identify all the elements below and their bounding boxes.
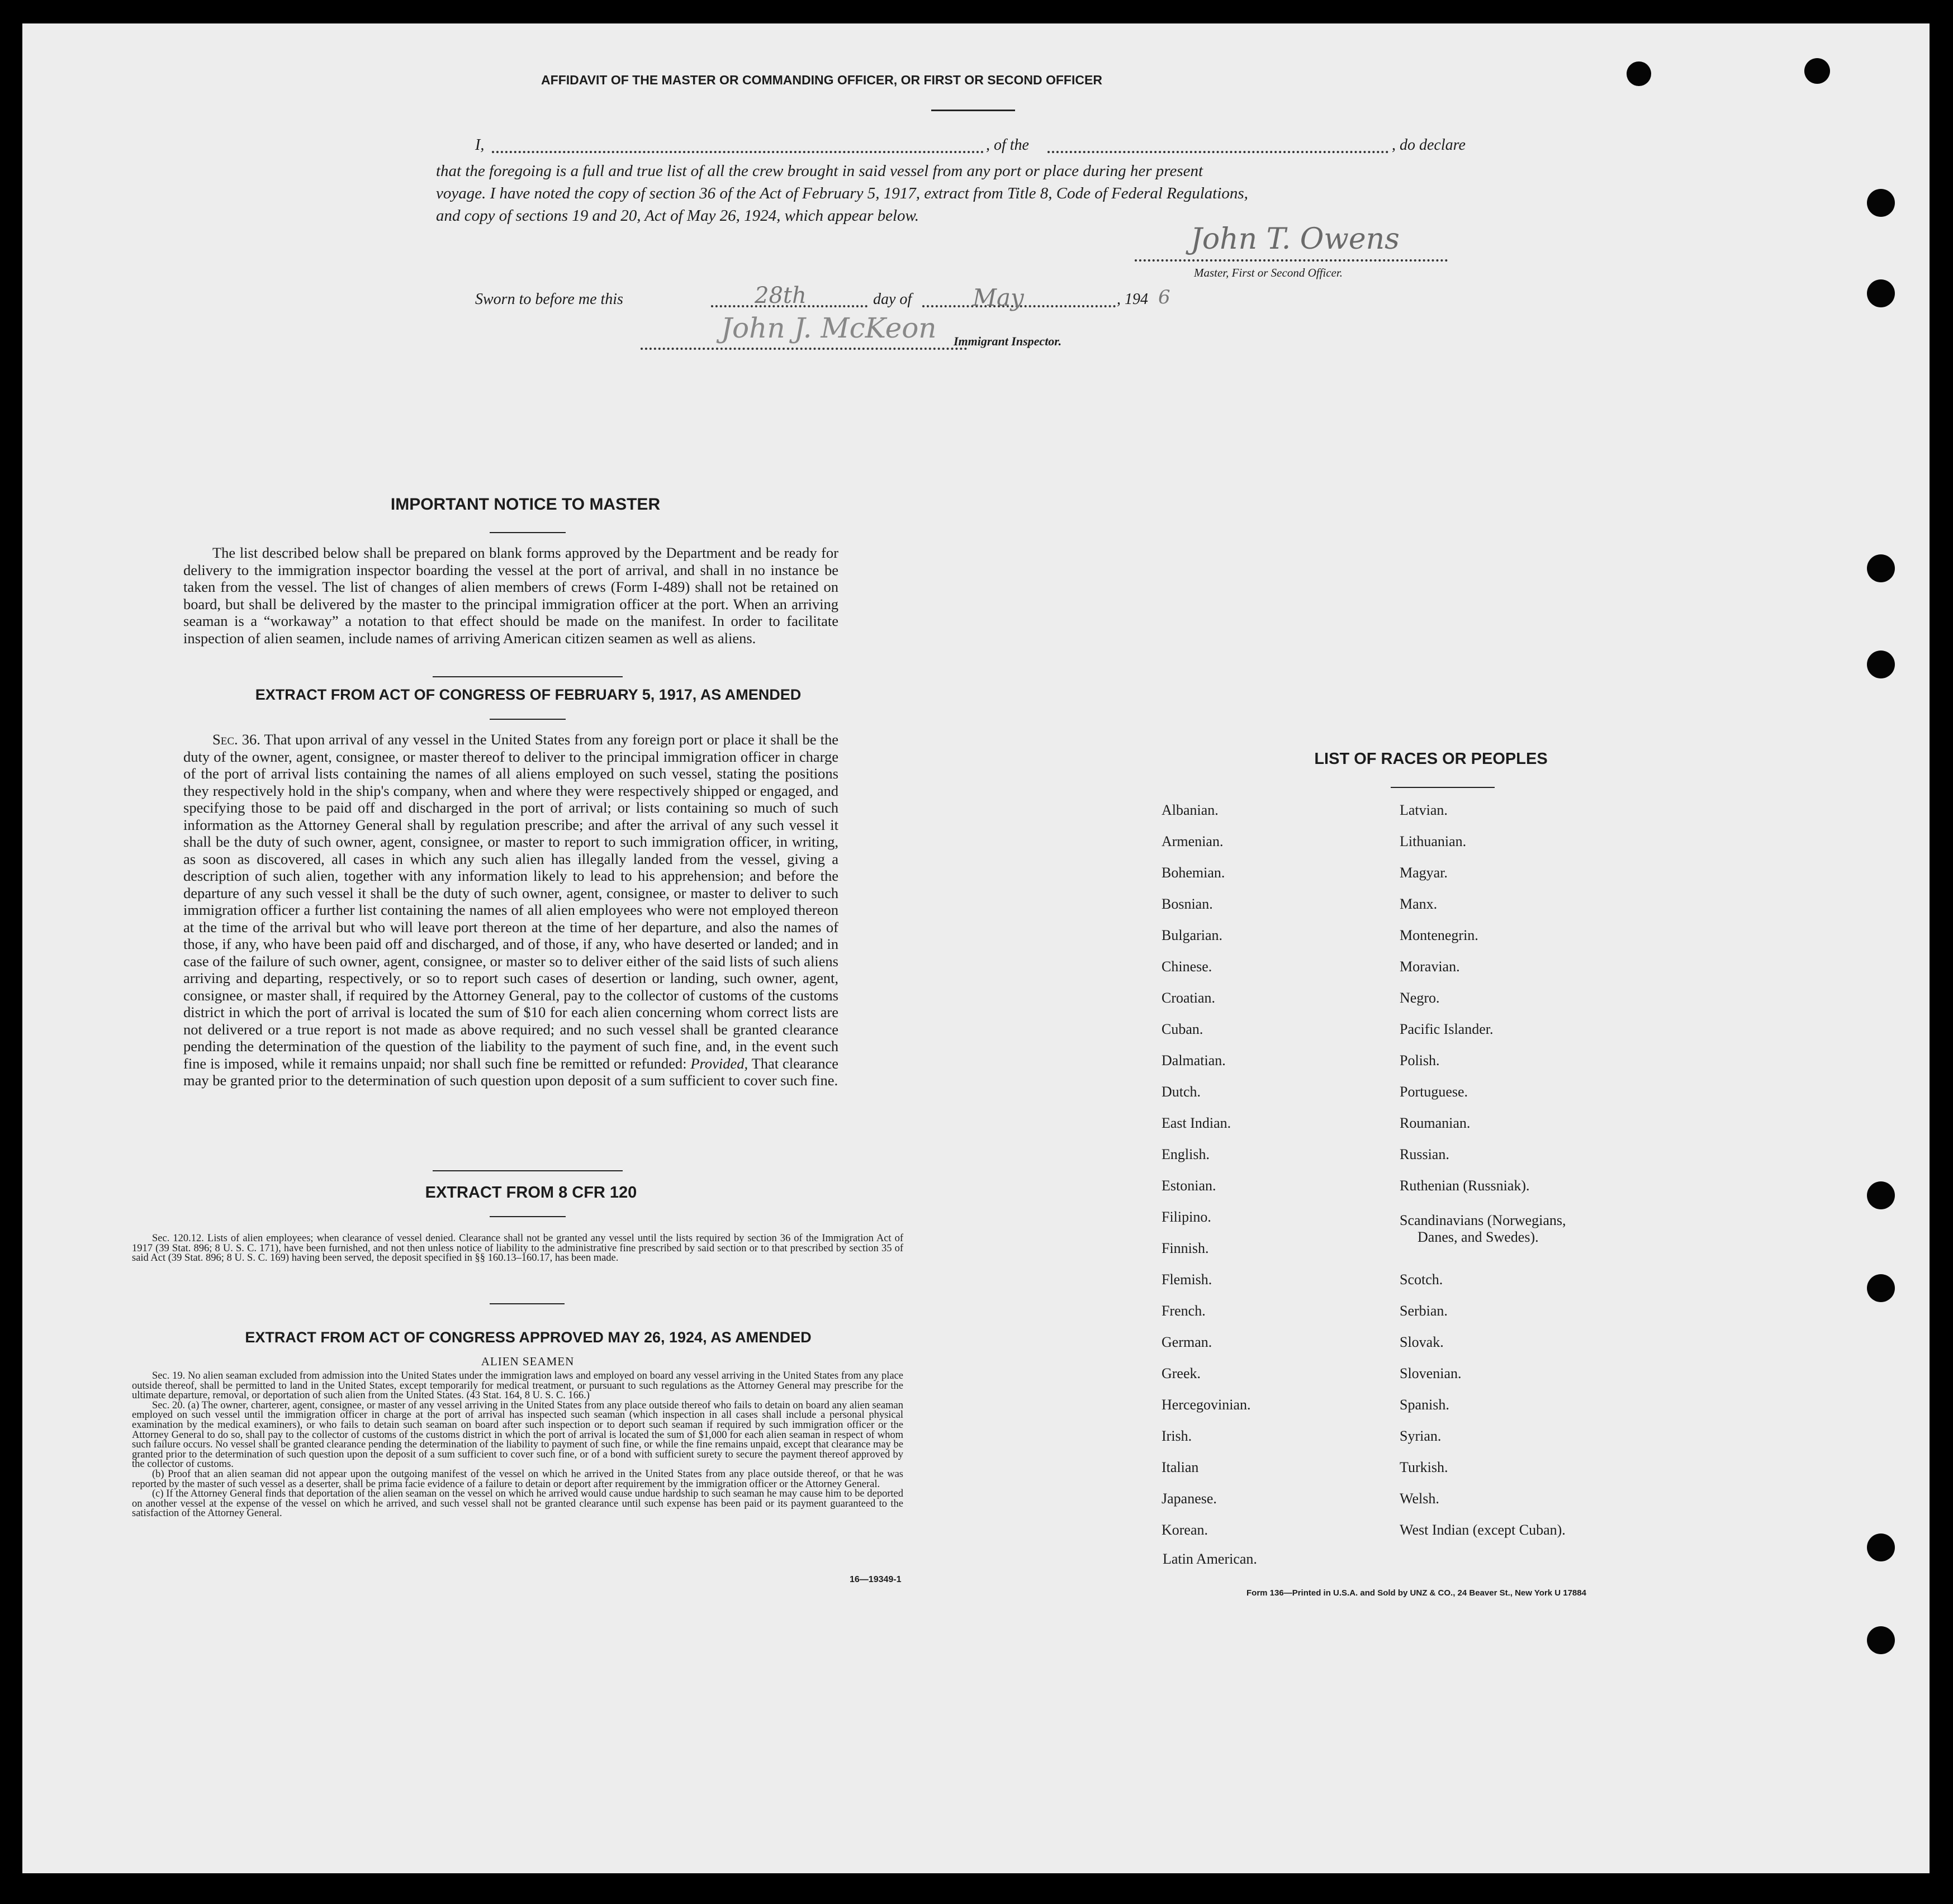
divider: [490, 1303, 565, 1304]
race-item: German.: [1162, 1334, 1212, 1350]
race-item: Spanish.: [1400, 1397, 1449, 1413]
extract-1924-heading: EXTRACT FROM ACT OF CONGRESS APPROVED MAY 26, 1924, AS AMENDED: [245, 1329, 812, 1346]
race-item: Turkish.: [1400, 1459, 1448, 1475]
race-item: Lithuanian.: [1400, 833, 1467, 849]
punch-hole: [1867, 1626, 1895, 1654]
punch-hole: [1867, 554, 1895, 582]
race-item: Serbian.: [1400, 1303, 1448, 1319]
race-item: Latin American.: [1163, 1551, 1257, 1567]
race-item: Danes, and Swedes).: [1418, 1229, 1539, 1245]
race-item: French.: [1162, 1303, 1206, 1319]
sec-20a-paragraph: Sec. 20. (a) The owner, charterer, agent, consignee, or master of any vessel arriving in the United States from any place outside thereof who fails to detain on board any alien seaman employed on such vessel until the immigration officer in charge at the port of arrival has inspected such seaman (which inspection in all cases shall include a personal physical examination by the medical examiners), or who fails to detain such seaman on board after such inspection or to deport such seaman if required by such immigration officer or the Attorney General to do so, shall pay to the collector of customs of the customs district in which the port of arrival is located the sum of $1,000 for each alien seaman in respect of whom such failure occurs. No vessel shall be granted clearance pending the determination of the liability to payment of such fine, or while the fine remains unpaid, except that clearance may be granted prior to the determination of such question upon the deposit of a sum sufficient to cover such fine, or of a bond with sufficient surety to secure the payment thereof approved by the collector of customs.: [132, 1399, 903, 1470]
of-the-label: , of the: [986, 136, 1029, 154]
race-item: Roumanian.: [1400, 1115, 1471, 1131]
race-item: Estonian.: [1162, 1177, 1216, 1194]
race-item: Pacific Islander.: [1400, 1021, 1494, 1037]
master-signature: John T. Owens: [1191, 222, 1400, 256]
sec-36-label: Sec. 36.: [212, 731, 260, 748]
race-item: Dutch.: [1162, 1084, 1201, 1100]
punch-hole: [1867, 651, 1895, 678]
race-item: Chinese.: [1162, 958, 1212, 975]
extract-1924-text: [132, 1371, 903, 1519]
race-item: Hercegovinian.: [1162, 1397, 1251, 1413]
declarant-prefix: I,: [475, 136, 485, 154]
punch-hole: [1804, 58, 1830, 84]
race-item: Slovenian.: [1400, 1365, 1462, 1381]
divider: [433, 676, 623, 677]
sec-20c-paragraph: (c) If the Attorney General finds that deportation of the alien seaman on the vessel on which he arrived would cause undue hardship to such seaman he may cause him to be deported on another vessel at the expense of the vessel on which he arrived, and such vessel shall not be granted clearance until such expense has been paid or its payment guaranteed to the satisfaction of the Attorney General.: [132, 1488, 903, 1520]
race-item: Ruthenian (Russniak).: [1400, 1177, 1530, 1194]
year-handwritten: 6: [1158, 286, 1170, 308]
notice-text: [183, 544, 838, 647]
sec-19-paragraph: Sec. 19. No alien seaman excluded from admission into the United States under the immigration laws and employed on board any vessel arriving in the United States from any place outside thereof, shall be permitted to land in the United States, except temporarily for medical treatment, or pursuant to such regulations as the Attorney General may prescribe for the ultimate departure, removal, or deportation of such alien from the United States. (43 Stat. 164, 8 U. S. C. 166.): [132, 1370, 903, 1402]
declarant-line: [436, 136, 1509, 159]
inspector-signature: John J. McKeon: [721, 312, 937, 344]
race-item: Albanian.: [1162, 802, 1219, 818]
race-item: Japanese.: [1162, 1490, 1217, 1507]
race-item: Dalmatian.: [1162, 1052, 1226, 1069]
extract-cfr-text: [132, 1234, 903, 1264]
divider: [490, 1216, 566, 1217]
year-prefix: , 194: [1117, 291, 1148, 308]
race-item: Negro.: [1400, 990, 1440, 1006]
race-item: Korean.: [1162, 1522, 1208, 1538]
race-item: Bohemian.: [1162, 865, 1225, 881]
sec-36-text: That upon arrival of any vessel in the United States from any foreign port or place it shall be the duty of the owner, agent, consignee, or master thereof to deliver to the principal immigration officer in charge of the port of arrival lists containing the names of all aliens employed on such vessel, stating the positions they respectively hold in the ship's company, when and where they were respectively shipped or engaged, and specifying those to be paid off and discharged in the port of arrival; or lists containing so much of such information as the Attorney General shall by regulation prescribe; and after the arrival of any such vessel it shall be the duty of such owner, agent, consignee, or master to report to such immigration officer, in writing, as soon as discovered, all cases in which any such alien has illegally landed from the vessel, giving a description of such alien, together with any information likely to lead to his apprehension; and before the departure of any such vessel it shall be the duty of such owner, agent, consignee, or master to deliver to such immigration officer a further list containing the names of all alien employees who were not employed thereon at the time of the arrival but who will leave port thereon at the time of her departure, and also the names of those, if any, who have been paid off and discharged, and of those, if any, who have deserted or landed; and in case of the failure of such owner, agent, consignee, or master so to deliver either of the said lists of such aliens arriving and departing, respectively, or so to report such cases of desertion or landing, such owner, agent, consignee, or master shall, if required by the Attorney General, pay to the collector of customs of the customs district in which the port of arrival is located the sum of $10 for each alien concerning whom correct lists are not delivered or a true report is not made as above required; and no such vessel shall be granted clearance pending the determination of the question of the liability to the payment of such fine, and, in the event such fine is imposed, while it remains unpaid; nor shall such fine be remitted or refunded:: [183, 731, 838, 1072]
notice-heading: IMPORTANT NOTICE TO MASTER: [390, 495, 661, 514]
punch-hole: [1867, 1274, 1895, 1302]
race-item: Latvian.: [1400, 802, 1448, 818]
punch-hole: [1867, 189, 1895, 217]
affidavit-title: AFFIDAVIT OF THE MASTER OR COMMANDING OFFICER, OR FIRST OR SECOND OFFICER: [541, 73, 1102, 87]
race-item: West Indian (except Cuban).: [1400, 1522, 1566, 1538]
race-item: Welsh.: [1400, 1490, 1439, 1507]
race-item: Manx.: [1400, 896, 1438, 912]
extract-cfr-heading: EXTRACT FROM 8 CFR 120: [425, 1184, 637, 1202]
divider: [931, 110, 1015, 111]
notice-paragraph: The list described below shall be prepared on blank forms approved by the Department and be ready for delivery to the immigration inspector boarding the vessel at the port of arrival, and shall in no instance be taken from the vessel. The list of changes of alien members of crews (Form I-489) shall not be retained on board, but shall be delivered by the master to the principal immigration officer at the port. When an arriving seaman is a “workaway” a notation to that effect should be made on the manifest. In order to facilitate inspection of alien seamen, include names of arriving American citizen seamen as well as aliens.: [183, 544, 838, 647]
provided-word: Provided,: [690, 1055, 748, 1072]
form-code: 16—19349-1: [850, 1575, 902, 1584]
extract-1917-text: [183, 731, 838, 1089]
race-item: Cuban.: [1162, 1021, 1203, 1037]
punch-hole: [1867, 279, 1895, 307]
punch-hole: [1627, 61, 1651, 86]
race-item: Russian.: [1400, 1146, 1449, 1162]
punch-hole: [1867, 1533, 1895, 1561]
race-item: Magyar.: [1400, 865, 1448, 881]
punch-hole: [1867, 1181, 1895, 1209]
race-item: Filipino.: [1162, 1209, 1211, 1225]
sec-36-text-end: That clearance may be granted prior to the determination of such question upon deposit of a sum sufficient to cover such fine.: [183, 1055, 839, 1089]
divider: [1391, 787, 1495, 788]
race-item: Finnish.: [1162, 1240, 1209, 1256]
race-item: Greek.: [1162, 1365, 1201, 1381]
races-heading: LIST OF RACES OR PEOPLES: [1314, 750, 1548, 768]
vessel-name-field: [1047, 151, 1388, 153]
affidavit-body-line: that the foregoing is a full and true list of all the crew brought in said vessel from any port or place during her present: [436, 162, 1203, 180]
inspector-signature-line: [641, 348, 967, 350]
race-item: Armenian.: [1162, 833, 1224, 849]
race-item: Syrian.: [1400, 1428, 1442, 1444]
race-item: Portuguese.: [1400, 1084, 1468, 1100]
divider: [433, 1170, 623, 1171]
race-item: Montenegrin.: [1400, 927, 1478, 943]
race-item: Moravian.: [1400, 958, 1460, 975]
sec-20b-paragraph: (b) Proof that an alien seaman did not appear upon the outgoing manifest of the vessel on which he arrived in the United States from any place outside thereof, or that he was reported by the master of such vessel as a deserter, shall be prima facie evidence of a failure to detain or deport after requirement by the immigration officer or the Attorney General.: [132, 1468, 903, 1490]
sworn-day-handwritten: 28th: [755, 283, 807, 308]
race-item: Scandinavians (Norwegians,: [1400, 1212, 1566, 1228]
race-item: Slovak.: [1400, 1334, 1444, 1350]
divider: [490, 719, 566, 720]
divider: [490, 532, 566, 533]
alien-seamen-subheading: ALIEN SEAMEN: [481, 1355, 575, 1368]
sworn-month-handwritten: May: [973, 284, 1024, 311]
race-item: English.: [1162, 1146, 1210, 1162]
extract-1917-heading: EXTRACT FROM ACT OF CONGRESS OF FEBRUARY 5, 1917, AS AMENDED: [255, 686, 802, 703]
printer-imprint: Form 136—Printed in U.S.A. and Sold by UNZ & CO., 24 Beaver St., New York U 17884: [1246, 1588, 1586, 1598]
race-item: Polish.: [1400, 1052, 1440, 1069]
race-item: Bosnian.: [1162, 896, 1213, 912]
race-item: Irish.: [1162, 1428, 1192, 1444]
race-item: Croatian.: [1162, 990, 1216, 1006]
race-item: Flemish.: [1162, 1271, 1212, 1288]
sworn-prefix: Sworn to before me this: [475, 291, 623, 308]
sec-120-12-paragraph: Sec. 120.12. Lists of alien employees; when clearance of vessel denied. Clearance shall not be granted any vessel until the lists required by section 36 of the Immigration Act of 1917 (39 Stat. 896; 8 U. S. C. 171), have been furnished, and not then unless notice of liability to the administrative fine prescribed by said section or to that prescribed by section 35 of said Act (39 Stat. 896; 8 U. S. C. 169) having been served, the deposit specified in §§ 160.13–160.17, has been made.: [132, 1233, 903, 1264]
race-item: Scotch.: [1400, 1271, 1443, 1288]
inspector-caption: Immigrant Inspector.: [954, 334, 1062, 348]
affidavit-body-line: voyage. I have noted the copy of section 36 of the Act of February 5, 1917, extract from Title 8, Code of Federal Regulations,: [436, 184, 1248, 202]
race-item: Bulgarian.: [1162, 927, 1223, 943]
race-item: East Indian.: [1162, 1115, 1231, 1131]
manifest-sheet: [22, 23, 1930, 1873]
day-of-label: day of: [873, 291, 912, 308]
sec-36-paragraph: [183, 731, 838, 1089]
master-signature-line: [1135, 259, 1448, 262]
race-item: Italian: [1162, 1459, 1199, 1475]
master-caption: Master, First or Second Officer.: [1194, 266, 1343, 279]
declarant-name-field: [492, 151, 984, 153]
do-declare-label: , do declare: [1392, 136, 1466, 154]
affidavit-body-line: and copy of sections 19 and 20, Act of May 26, 1924, which appear below.: [436, 207, 919, 225]
